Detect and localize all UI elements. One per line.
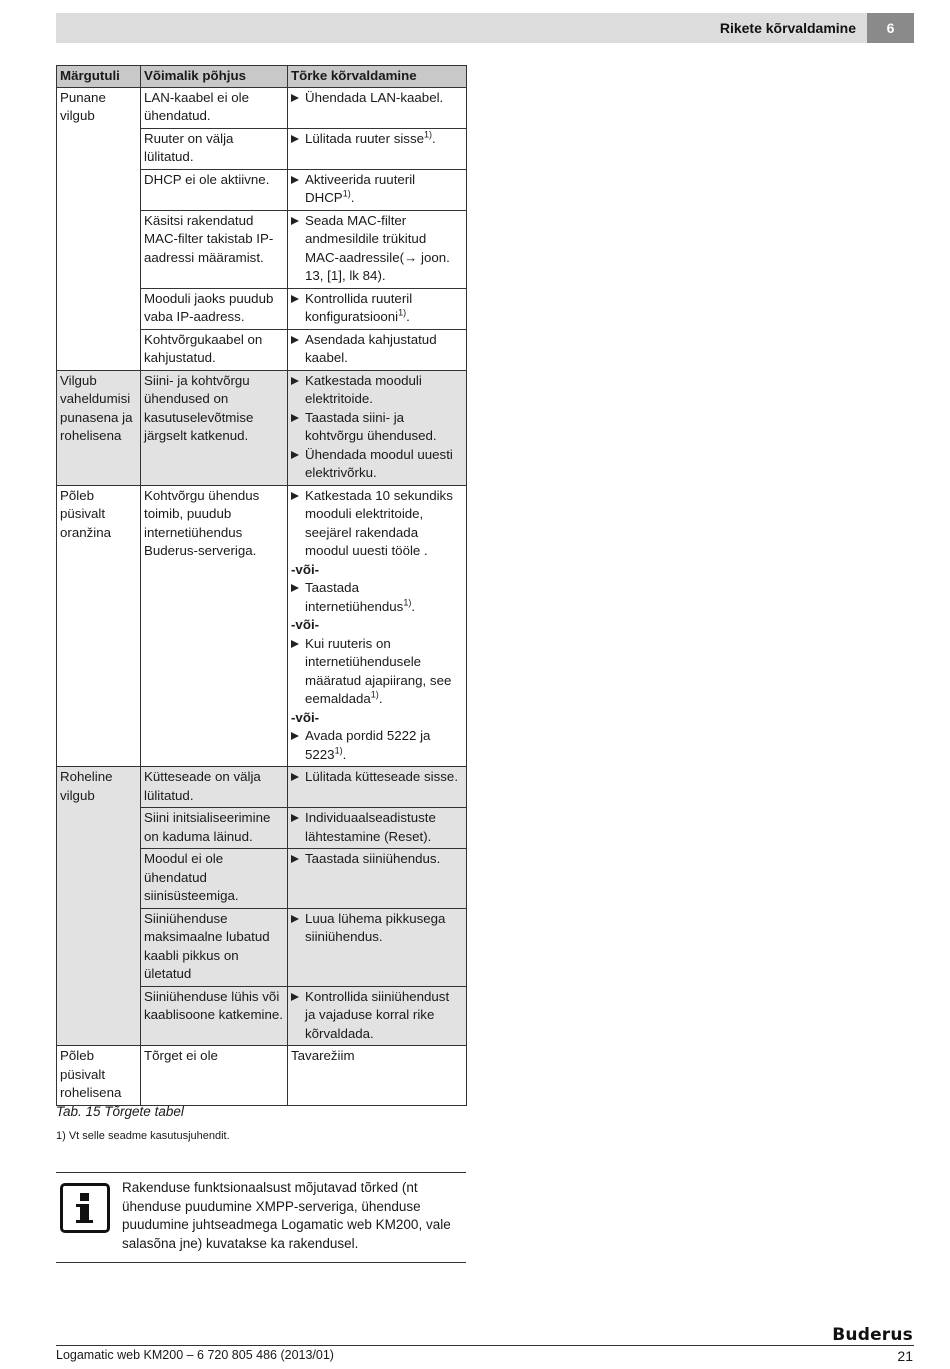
remedy-step-text: Aktiveerida ruuteril DHCP (305, 171, 416, 205)
remedy-step-text: Avada pordid 5222 ja 5223 (305, 728, 431, 762)
bullet-arrow-icon (291, 135, 299, 143)
document-reference: Logamatic web KM200 – 6 720 805 486 (2013/01) (56, 1348, 334, 1362)
bullet-arrow-icon (291, 492, 299, 500)
footnote-ref: 1) (370, 689, 379, 700)
punctuation: . (378, 691, 383, 706)
remedy-cell (288, 329, 467, 370)
remedy-step (291, 130, 463, 149)
cause-cell: Kohtvõrgukaabel on kahjustatud. (141, 329, 288, 370)
column-header-remedy: Tõrke kõrvaldamine (288, 66, 467, 88)
footnote: 1) Vt selle seadme kasutusjuhendit. (56, 1130, 230, 1142)
remedy-step (291, 331, 463, 368)
bullet-arrow-icon (291, 732, 299, 740)
bullet-arrow-icon (291, 814, 299, 822)
indicator-cell: Põleb püsivalt rohelisena (57, 1046, 141, 1106)
footnote-ref: 1) (403, 597, 412, 608)
cause-cell: Siiniühenduse maksimaalne lubatud kaabli pikkus on ületatud (141, 908, 288, 986)
remedy-cell (288, 485, 467, 767)
remedy-step (291, 212, 463, 286)
bullet-arrow-icon (291, 217, 299, 225)
or-separator: -või- (291, 561, 320, 577)
remedy-step (291, 487, 463, 561)
remedy-step-text: Kui ruuteris on internetiühendusele määratud ajapiirang, see eemaldada (305, 635, 452, 706)
bullet-arrow-icon (291, 640, 299, 648)
remedy-cell (288, 288, 467, 329)
remedy-step (291, 910, 463, 947)
indicator-cell: Punane vilgub (57, 87, 141, 370)
remedy-step-text: Seada MAC-filter andmesildile trükitud MAC-aadressile(→ joon. 13, [1], lk 84). (305, 212, 450, 283)
remedy-cell (288, 169, 467, 210)
bullet-arrow-icon (291, 414, 299, 422)
remedy-text: Tavarežiim (291, 1048, 355, 1063)
remedy-step (291, 988, 463, 1044)
remedy-step (291, 409, 463, 446)
remedy-step (291, 727, 463, 764)
bullet-arrow-icon (291, 336, 299, 344)
indicator-cell: Roheline vilgub (57, 767, 141, 1046)
remedy-step-text: Taastada siiniühendus. (305, 851, 441, 866)
info-icon (60, 1183, 110, 1233)
page-header (56, 13, 914, 43)
remedy-step-text: Kontrollida ruuteril konfiguratsiooni (305, 290, 413, 324)
remedy-step-text: Ühendada moodul uuesti elektrivõrku. (305, 446, 453, 480)
footnote-ref: 1) (424, 129, 433, 140)
bullet-arrow-icon (291, 176, 299, 184)
table-body (57, 87, 467, 1105)
remedy-step-text: Lülitada ruuter sisse (305, 130, 424, 146)
fault-table (56, 65, 467, 1106)
punctuation: . (432, 130, 436, 146)
remedy-step (291, 89, 463, 108)
or-separator: -või- (291, 709, 320, 725)
table-caption: Tab. 15 Tõrgete tabel (56, 1104, 184, 1119)
remedy-step (291, 372, 463, 409)
info-note: Rakenduse funktsionaalsust mõjutavad tõrked (nt ühenduse puudumine XMPP-serveriga, ühenduse puudumine juhtseadmega Logamatic web KM200, vale salasõna jne) kuvatakse ka rakendusel. (122, 1180, 451, 1251)
remedy-step (291, 171, 463, 208)
cause-cell: DHCP ei ole aktiivne. (141, 169, 288, 210)
info-divider-bottom (56, 1262, 466, 1263)
table-row (57, 1046, 467, 1106)
table-row (57, 485, 467, 767)
remedy-step-text: Taastada siini- ja kohtvõrgu ühendused. (305, 409, 437, 443)
brand-logo: Buderus (832, 1325, 913, 1345)
punctuation: . (406, 309, 410, 324)
footnote-ref: 1) (334, 745, 343, 756)
chapter-number: 6 (867, 13, 914, 43)
remedy-step-text: Luua lühema pikkusega siiniühendus. (305, 910, 446, 944)
remedy-cell (288, 986, 467, 1046)
remedy-step-text: Ühendada LAN-kaabel. (305, 89, 444, 105)
footer-divider (56, 1345, 914, 1346)
remedy-step (291, 809, 463, 846)
remedy-step (291, 579, 463, 616)
remedy-step-text: Kontrollida siiniühendust ja vajaduse korral rike kõrvaldada. (305, 988, 450, 1041)
remedy-cell (288, 87, 467, 128)
punctuation: . (411, 598, 416, 614)
remedy-step-text: Katkestada mooduli elektritoide. (305, 372, 422, 406)
column-header-cause: Võimalik põhjus (141, 66, 288, 88)
table-row (57, 87, 467, 128)
remedy-step-text: Asendada kahjustatud kaabel. (305, 331, 437, 365)
bullet-arrow-icon (291, 584, 299, 592)
cause-cell: Siiniühenduse lühis või kaablisoone katkemine. (141, 986, 288, 1046)
table-header-row (57, 66, 467, 88)
bullet-arrow-icon (291, 773, 299, 781)
remedy-cell (288, 908, 467, 986)
remedy-step-text: Individuaalseadistuste lähtestamine (Reset). (305, 810, 436, 844)
remedy-step (291, 850, 463, 869)
footnote-ref: 1) (398, 307, 407, 318)
indicator-cell: Põleb püsivalt oranžina (57, 485, 141, 767)
cause-cell: Käsitsi rakendatud MAC-filter takistab IP-aadressi määramist. (141, 210, 288, 288)
page-number: 21 (897, 1348, 913, 1364)
cause-cell: Mooduli jaoks puudub vaba IP-aadress. (141, 288, 288, 329)
cause-cell: Kohtvõrgu ühendus toimib, puudub internetiühendus Buderus-serveriga. (141, 485, 288, 767)
table-row (57, 370, 467, 485)
bullet-arrow-icon (291, 451, 299, 459)
section-title: Rikete kõrvaldamine (719, 20, 856, 36)
remedy-cell (288, 128, 467, 169)
indicator-cell: Vilgub vaheldumisi punasena ja rohelisena (57, 370, 141, 485)
column-header-indicator: Märgutuli (57, 66, 141, 88)
remedy-step-text: Katkestada 10 sekundiks mooduli elektritoide, seejärel rakendada moodul uuesti tööle . (305, 487, 453, 558)
info-divider-top (56, 1172, 466, 1173)
cause-cell: Siini initsialiseerimine on kaduma läinud. (141, 808, 288, 849)
bullet-arrow-icon (291, 377, 299, 385)
remedy-cell (288, 1046, 467, 1106)
bullet-arrow-icon (291, 993, 299, 1001)
cause-cell: Tõrget ei ole (141, 1046, 288, 1106)
remedy-step (291, 635, 463, 709)
remedy-cell (288, 370, 467, 485)
remedy-cell (288, 849, 467, 909)
remedy-cell (288, 210, 467, 288)
bullet-arrow-icon (291, 94, 299, 102)
bullet-arrow-icon (291, 855, 299, 863)
cause-cell: Siini- ja kohtvõrgu ühendused on kasutuselevõtmise järgselt katkenud. (141, 370, 288, 485)
cause-cell: Kütteseade on välja lülitatud. (141, 767, 288, 808)
bullet-arrow-icon (291, 915, 299, 923)
remedy-cell (288, 808, 467, 849)
remedy-step (291, 290, 463, 327)
remedy-step-text: Lülitada kütteseade sisse. (305, 769, 459, 784)
cause-cell: Ruuter on välja lülitatud. (141, 128, 288, 169)
table-row (57, 767, 467, 808)
or-separator: -või- (291, 617, 320, 632)
cause-cell: LAN-kaabel ei ole ühendatud. (141, 87, 288, 128)
bullet-arrow-icon (291, 295, 299, 303)
remedy-step (291, 446, 463, 483)
punctuation: . (342, 746, 347, 762)
remedy-cell (288, 767, 467, 808)
footnote-ref: 1) (342, 188, 351, 199)
remedy-step-text: Taastada internetiühendus (305, 580, 404, 614)
punctuation: . (350, 190, 355, 205)
remedy-step (291, 768, 463, 787)
cause-cell: Moodul ei ole ühendatud siinisüsteemiga. (141, 849, 288, 909)
